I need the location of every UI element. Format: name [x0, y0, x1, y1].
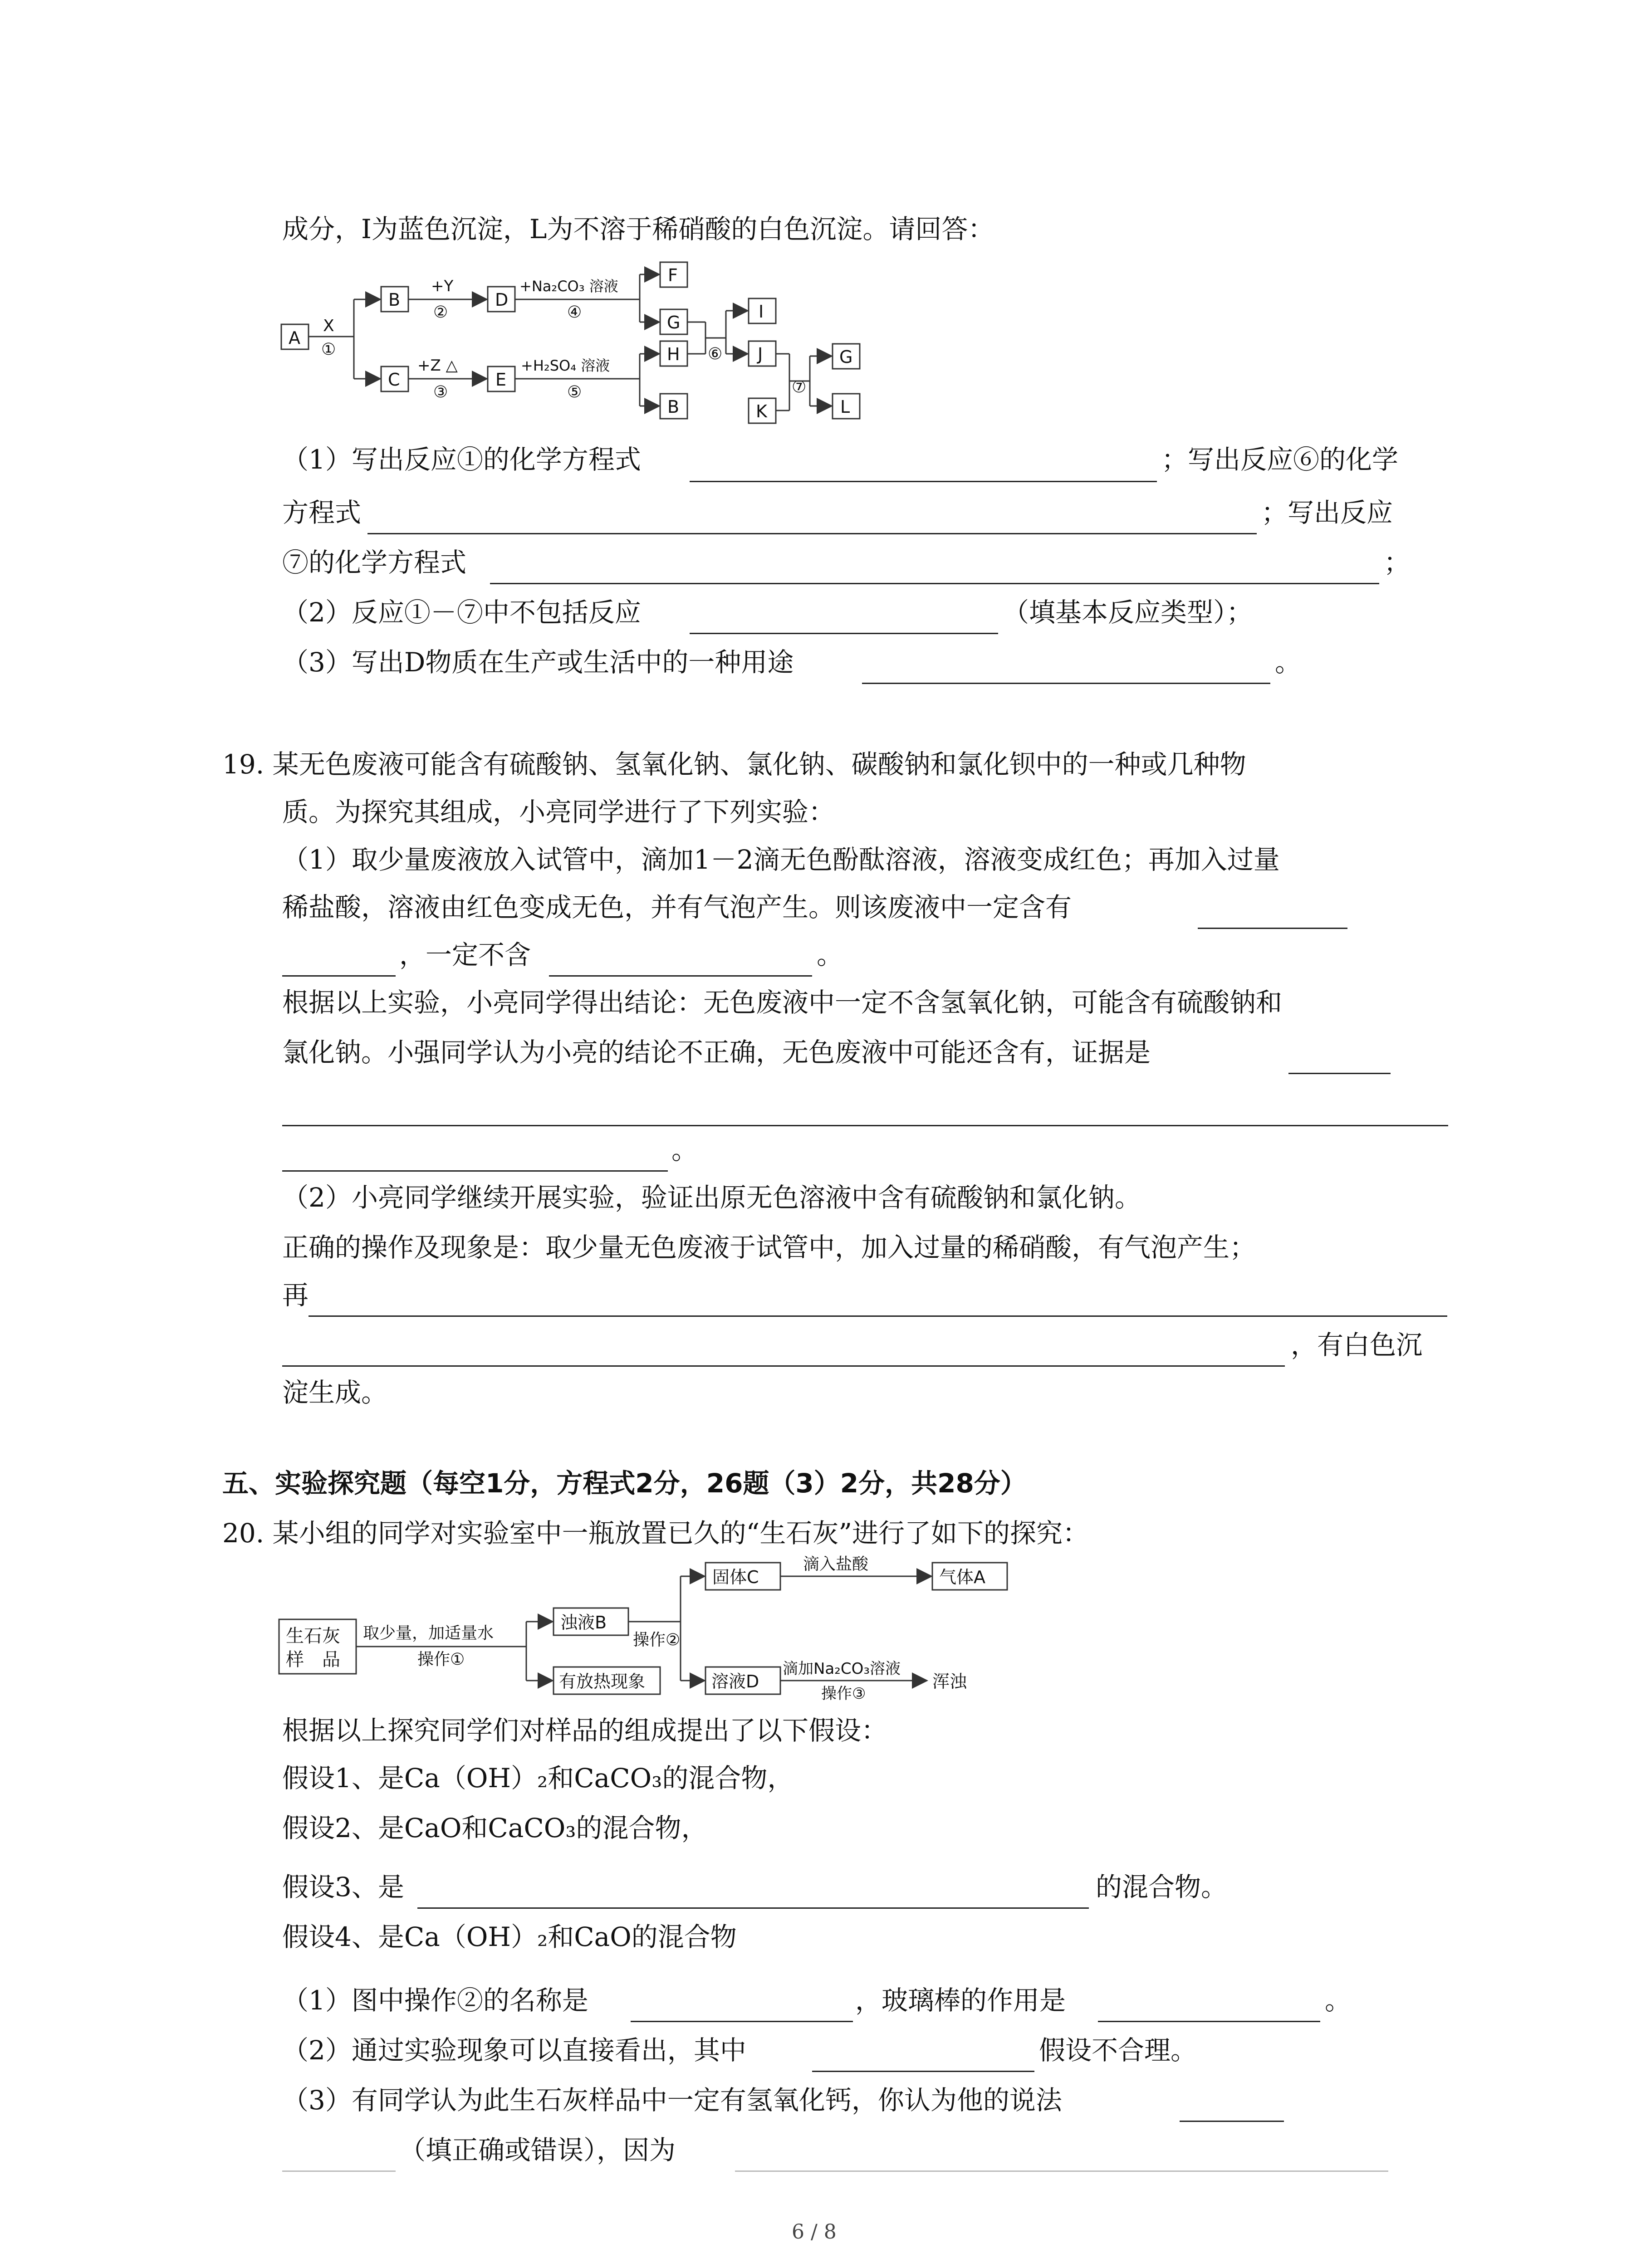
q20-answer-blank-3a[interactable] — [1180, 2121, 1284, 2122]
node-e: E — [495, 370, 507, 390]
node-g: G — [667, 313, 681, 332]
node-g2: G — [839, 347, 853, 367]
node-l: L — [840, 397, 850, 417]
q19-answer-blank-3b[interactable] — [282, 1125, 1448, 1126]
q20-answer-blank-hyp3[interactable] — [417, 1907, 1089, 1909]
q19-p2-line1: （2）小亮同学继续开展实验，验证出原无色溶液中含有硫酸钠和氯化钠。 — [282, 1182, 1141, 1213]
svg-text:④: ④ — [567, 303, 582, 322]
q19-p1-line3: ，一定不含 — [399, 939, 531, 970]
q19-answer-blank-1b[interactable] — [282, 975, 396, 977]
svg-text:+H₂SO₄ 溶液: +H₂SO₄ 溶液 — [521, 357, 610, 374]
node-d: D — [495, 290, 509, 310]
q20-hyp1: 假设1、是Ca（OH）₂和CaCO₃的混合物， — [282, 1763, 794, 1794]
op1-bottom: 操作① — [417, 1650, 465, 1669]
turbid-b: 浊液B — [560, 1613, 607, 1633]
svg-text:⑤: ⑤ — [567, 383, 582, 401]
svg-text:⑦: ⑦ — [792, 378, 807, 396]
node-b: B — [388, 290, 401, 310]
q20-hyp2: 假设2、是CaO和CaCO₃的混合物， — [282, 1813, 708, 1843]
svg-text:⑥: ⑥ — [708, 345, 723, 363]
q20-p2-b: 假设不合理。 — [1039, 2035, 1197, 2066]
q18-p1-a: （1）写出反应①的化学方程式 — [282, 444, 641, 475]
q19-p1-line1: （1）取少量废液放入试管中，滴加1－2滴无色酚酞溶液，溶液变成红色；再加入过量 — [282, 844, 1280, 875]
page-number: 6 / 8 — [792, 2220, 837, 2244]
add-acid: 滴入盐酸 — [803, 1555, 869, 1574]
q19-p2-line3: 再 — [282, 1280, 309, 1310]
q20-p1-a: （1）图中操作②的名称是 — [282, 1985, 588, 2016]
q19-answer-blank-2[interactable] — [549, 975, 812, 977]
turbid-result: 浑浊 — [932, 1672, 967, 1691]
op2-label: 操作② — [633, 1631, 681, 1649]
q20-experiment-diagram — [272, 1555, 1043, 1710]
q20-hyp3-a: 假设3、是 — [282, 1872, 404, 1902]
node-c: C — [388, 370, 400, 390]
op1-top: 取少量，加适量水 — [363, 1624, 494, 1642]
q19-answer-blank-3c[interactable] — [282, 1170, 668, 1172]
gas-a: 气体A — [939, 1567, 985, 1587]
svg-text:③: ③ — [433, 383, 448, 401]
q19-line1: 19. 某无色废液可能含有硫酸钠、氢氧化钠、氯化钠、碳酸钠和氯化钡中的一种或几种物 — [222, 749, 1246, 780]
solution-d: 溶液D — [711, 1672, 759, 1691]
sample-label-1: 生石灰 — [286, 1626, 340, 1647]
q18-intro: 成分，I为蓝色沉淀，L为不溶于稀硝酸的白色沉淀。请回答： — [282, 214, 994, 244]
node-f: F — [668, 265, 678, 285]
add-na2co3: 滴加Na₂CO₃溶液 — [783, 1660, 901, 1678]
q19-p1-line3-end: 。 — [817, 939, 843, 970]
node-k: K — [756, 401, 767, 421]
q20-line1: 20. 某小组的同学对实验室中一瓶放置已久的“生石灰”进行了如下的探究： — [222, 1518, 1089, 1549]
q18-p1-c: 方程式 — [282, 497, 362, 528]
node-i: I — [759, 302, 764, 322]
svg-text:X: X — [323, 317, 334, 335]
q18-p2-b: （填基本反应类型）； — [1003, 597, 1253, 628]
q18-p1-b: ；写出反应⑥的化学 — [1161, 444, 1399, 475]
solid-c: 固体C — [712, 1567, 759, 1587]
q18-answer-blank-1[interactable] — [690, 481, 1157, 482]
q18-reaction-diagram — [272, 254, 907, 435]
q20-answer-blank-2[interactable] — [812, 2071, 1034, 2072]
q18-p1-e: ⑦的化学方程式 — [282, 547, 467, 578]
q19-p1-line4: 根据以上实验，小亮同学得出结论：无色废液中一定不含氢氧化钠，可能含有硫酸钠和 — [282, 987, 1283, 1018]
node-b2: B — [667, 397, 680, 417]
q19-answer-blank-4a[interactable] — [309, 1315, 1447, 1317]
q18-answer-blank-2[interactable] — [367, 533, 1257, 534]
q19-answer-blank-3a[interactable] — [1288, 1073, 1391, 1074]
q19-p1-line2: 稀盐酸，溶液由红色变成无色，并有气泡产生。则该废液中一定含有 — [282, 892, 1072, 923]
op3-label: 操作③ — [821, 1685, 866, 1703]
svg-text:+Y: +Y — [431, 277, 454, 295]
q18-answer-blank-4[interactable] — [690, 633, 998, 634]
q20-answer-blank-1a[interactable] — [631, 2021, 853, 2022]
node-j: J — [758, 344, 763, 364]
sample-label-2: 样 品 — [286, 1649, 340, 1670]
q18-p1-d: ；写出反应 — [1261, 497, 1393, 528]
q19-p2-line2: 正确的操作及现象是：取少量无色废液于试管中，加入过量的稀硝酸，有气泡产生； — [282, 1232, 1256, 1263]
q19-p1-line7-end: 。 — [671, 1134, 698, 1165]
q20-p2-a: （2）通过实验现象可以直接看出，其中 — [282, 2035, 746, 2066]
q19-answer-blank-1a[interactable] — [1198, 928, 1347, 929]
q18-p1-f: ； — [1384, 547, 1411, 578]
q18-answer-blank-3[interactable] — [490, 583, 1379, 584]
q20-answer-blank-3b[interactable] — [282, 2170, 396, 2172]
q18-p2-a: （2）反应①－⑦中不包括反应 — [282, 597, 641, 628]
svg-text:②: ② — [433, 303, 448, 322]
q18-p3-a: （3）写出D物质在生产或生活中的一种用途 — [282, 647, 794, 678]
q20-p1-b: ，玻璃棒的作用是 — [855, 1985, 1066, 2016]
node-a: A — [289, 328, 300, 348]
q20-hyp4: 假设4、是Ca（OH）₂和CaO的混合物 — [282, 1921, 737, 1952]
q20-hyp-intro: 根据以上探究同学们对样品的组成提出了以下假设： — [282, 1715, 888, 1746]
q20-answer-blank-3c[interactable] — [735, 2170, 1388, 2172]
section5-heading: 五、实验探究题（每空1分，方程式2分，26题（3）2分，共28分） — [222, 1468, 1027, 1499]
q18-answer-blank-5[interactable] — [862, 683, 1270, 684]
q18-p3-b: 。 — [1275, 647, 1302, 678]
q20-p3-b: （填正确或错误），因为 — [399, 2135, 676, 2165]
q20-hyp3-b: 的混合物。 — [1096, 1872, 1228, 1902]
svg-text:+Na₂CO₃ 溶液: +Na₂CO₃ 溶液 — [519, 278, 618, 295]
q19-p2-line4-end: ，有白色沉 — [1291, 1330, 1423, 1360]
q19-line2: 质。为探究其组成，小亮同学进行了下列实验： — [282, 797, 835, 827]
q20-answer-blank-1b[interactable] — [1098, 2021, 1320, 2022]
svg-text:①: ① — [321, 340, 336, 359]
q20-p3-a: （3）有同学认为此生石灰样品中一定有氢氧化钙，你认为他的说法 — [282, 2085, 1062, 2116]
heat-phenomenon: 有放热现象 — [559, 1672, 646, 1691]
svg-text:+Z △: +Z △ — [417, 357, 458, 375]
node-h: H — [667, 344, 680, 364]
q19-p2-line5: 淀生成。 — [282, 1377, 388, 1408]
q20-p1-c: 。 — [1325, 1985, 1352, 2016]
q19-answer-blank-4b[interactable] — [282, 1365, 1285, 1367]
q19-p1-line5: 氯化钠。小强同学认为小亮的结论不正确，无色废液中可能还含有，证据是 — [282, 1037, 1151, 1068]
